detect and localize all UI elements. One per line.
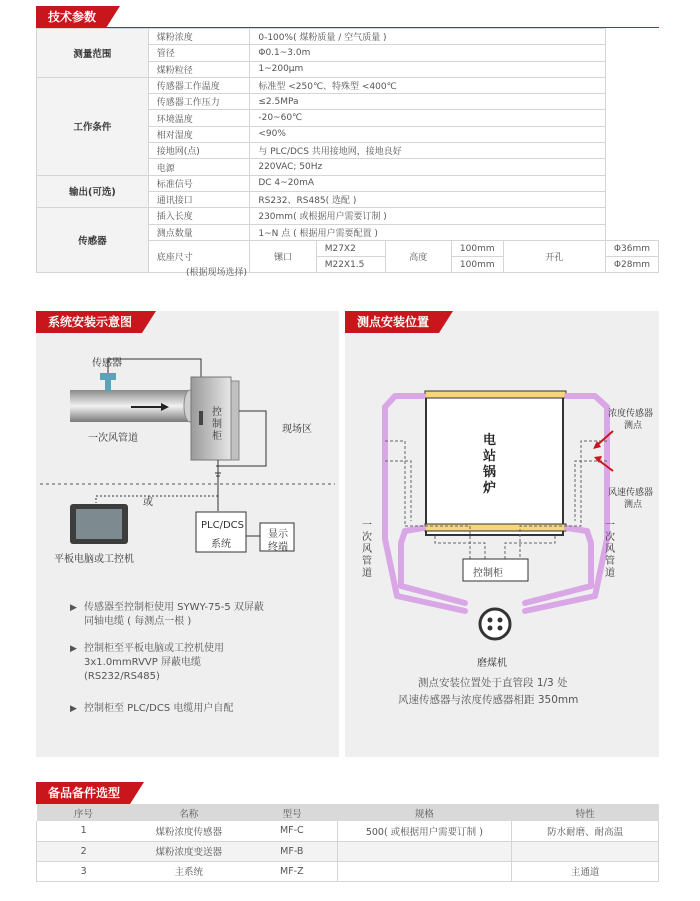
table-row <box>37 861 659 881</box>
cell-index: 3 <box>37 861 131 881</box>
param-value: -20~60℃ <box>250 110 606 126</box>
cell-model: MF-C <box>247 821 337 841</box>
plc-label: PLC/DCS <box>201 520 244 531</box>
section-title: 测点安装位置 <box>345 311 439 333</box>
boiler-label: 电站锅炉 <box>483 433 497 496</box>
param-name: 传感器工作压力 <box>148 94 250 110</box>
right-duct-label: 一次风管道 <box>605 520 615 579</box>
height-label: 高度 <box>385 240 451 273</box>
param-value: ≤2.5MPa <box>250 94 606 110</box>
param-value: RS232、RS485( 选配 ) <box>250 191 606 207</box>
column-header: 规格 <box>337 804 512 821</box>
bullet-3 <box>70 702 234 716</box>
cell-name: 煤粉浓度传感器 <box>130 821 247 841</box>
cell-spec <box>337 841 512 861</box>
param-value: 230mm( 或根据用户需要订制 ) <box>250 208 606 224</box>
bullet-2 <box>70 642 224 684</box>
column-header: 特性 <box>512 804 659 821</box>
section-title: 技术参数 <box>36 6 106 28</box>
table-row <box>37 841 659 861</box>
group-label: 传感器 <box>37 208 149 273</box>
bullet-text: 控制柜至 PLC/DCS 电缆用户自配 <box>84 703 234 714</box>
plc-sub-label: 系统 <box>211 539 231 550</box>
table-row <box>37 821 659 841</box>
param-name: 相对湿度 <box>148 126 250 142</box>
param-value: 1~N 点 ( 根据用户需要配置 ) <box>250 224 606 240</box>
param-name: 管径 <box>148 45 250 61</box>
hole-value: Φ36mm <box>605 240 658 256</box>
pc-label: 平板电脑或工控机 <box>54 554 134 565</box>
param-name: 测点数量 <box>148 224 250 240</box>
sensor-head <box>100 373 116 380</box>
table-header-row <box>37 804 659 821</box>
table-row <box>37 29 659 45</box>
table-row <box>37 208 659 224</box>
duct-label: 一次风管道 <box>88 433 138 444</box>
bullet-text: 传感器至控制柜使用 SYWY-75-5 双屏蔽 <box>84 602 264 613</box>
bullet-arrow-icon: ▶ <box>70 704 77 714</box>
param-value: 标准型 <250℃、特殊型 <400℃ <box>250 77 606 93</box>
mill-detail <box>498 626 503 631</box>
bullet-text: 同轴电缆 ( 每测点一根 ) <box>84 616 192 627</box>
nut-label: 镙口 <box>250 240 316 273</box>
boiler-top-band <box>425 391 566 398</box>
bullet-text: 3x1.0mmRVVP 屏蔽电缆 <box>84 657 201 668</box>
install-diagram <box>36 311 339 571</box>
left-duct-label: 一次风管道 <box>362 520 372 579</box>
column-header: 序号 <box>37 804 131 821</box>
wind-point-label: 测点 <box>624 500 643 510</box>
height-value: 100mm <box>451 257 503 273</box>
control-cabinet <box>191 377 231 460</box>
sensor-label: 传感器 <box>92 358 122 369</box>
or-label: 或 <box>143 497 153 508</box>
display-label: 显示 <box>268 529 288 540</box>
cell-feature <box>512 841 659 861</box>
param-name: 标准信号 <box>148 175 250 191</box>
bullet-text: 控制柜至平板电脑或工控机使用 <box>84 643 224 654</box>
param-name: 煤粉粒径 <box>148 61 250 77</box>
cabinet-side <box>231 381 239 460</box>
cell-feature: 主通道 <box>512 861 659 881</box>
hole-value: Φ28mm <box>605 257 658 273</box>
height-value: 100mm <box>451 240 503 256</box>
boiler-bottom-band <box>425 524 566 531</box>
group-label: 测量范围 <box>37 29 149 78</box>
right-duct-inner <box>525 528 591 603</box>
group-label: 工作条件 <box>37 77 149 175</box>
cell-model: MF-B <box>247 841 337 861</box>
cell-spec <box>337 861 512 881</box>
table-row <box>37 175 659 191</box>
param-value: 与 PLC/DCS 共用接地网，接地良好 <box>250 143 606 159</box>
section-title: 备品备件选型 <box>36 782 130 804</box>
cell-name: 主系统 <box>130 861 247 881</box>
cell-spec: 500( 或根据用户需要订制 ) <box>337 821 512 841</box>
bullet-1 <box>70 601 264 629</box>
hole-label: 开孔 <box>503 240 605 273</box>
spec-table <box>36 28 659 273</box>
section-header-parts <box>36 782 130 804</box>
param-value: 1~200μm <box>250 61 606 77</box>
param-value: Φ0.1~3.0m <box>250 45 606 61</box>
param-name: 环境温度 <box>148 110 250 126</box>
conc-sensor-label: 浓度传感器 <box>608 409 654 419</box>
param-value: DC 4~20mA <box>250 175 606 191</box>
bullet-arrow-icon: ▶ <box>70 603 77 613</box>
parts-table <box>36 804 659 882</box>
param-name: 通讯接口 <box>148 191 250 207</box>
nut-value: M22X1.5 <box>316 257 385 273</box>
cabinet-label: 控制柜 <box>212 407 222 442</box>
param-value: <90% <box>250 126 606 142</box>
duct-pipe <box>70 390 190 422</box>
param-value: 0-100%( 煤粉质量 / 空气质量 ) <box>250 29 606 45</box>
section-title: 系统安装示意图 <box>36 311 142 333</box>
note-2: 风速传感器与浓度传感器相距 350mm <box>398 694 579 706</box>
base-label: 底座尺寸 <box>156 253 193 264</box>
cell-model: MF-Z <box>247 861 337 881</box>
table-row <box>37 77 659 93</box>
cell-feature: 防水耐磨、耐高温 <box>512 821 659 841</box>
cabinet-label: 控制柜 <box>473 568 503 579</box>
param-name: 插入长度 <box>148 208 250 224</box>
bullet-text: (RS232/RS485) <box>84 671 160 682</box>
cell-index: 2 <box>37 841 131 861</box>
cabinet-handle <box>199 411 203 425</box>
note-1: 测点安装位置处于直管段 1/3 处 <box>418 677 568 689</box>
base-label-sub: (根据现场选择) <box>186 268 248 278</box>
nut-value: M27X2 <box>316 240 385 256</box>
column-header: 名称 <box>130 804 247 821</box>
param-name: 接地网(点) <box>148 143 250 159</box>
group-label: 输出(可选) <box>37 175 149 208</box>
column-header: 型号 <box>247 804 337 821</box>
mill-icon <box>480 609 510 639</box>
param-value: 220VAC; 50Hz <box>250 159 606 175</box>
display-sub-label: 终端 <box>268 542 288 553</box>
mill-detail <box>488 626 493 631</box>
param-name: 传感器工作温度 <box>148 77 250 93</box>
mill-detail <box>488 618 493 623</box>
bullet-arrow-icon: ▶ <box>70 644 77 654</box>
section-header-specs <box>36 6 106 28</box>
param-name: 电源 <box>148 159 250 175</box>
left-duct-inner <box>401 528 465 603</box>
param-name: 煤粉浓度 <box>148 29 250 45</box>
wind-sensor-label: 风速传感器 <box>608 488 654 498</box>
conc-point-label: 测点 <box>624 421 643 431</box>
cable <box>96 496 218 503</box>
cell-name: 煤粉浓度变送器 <box>130 841 247 861</box>
mill-label: 磨煤机 <box>477 658 507 669</box>
site-label: 现场区 <box>282 424 312 435</box>
mill-detail <box>498 618 503 623</box>
sensor-icon <box>105 379 111 391</box>
cell-index: 1 <box>37 821 131 841</box>
tablet-screen <box>76 509 122 539</box>
